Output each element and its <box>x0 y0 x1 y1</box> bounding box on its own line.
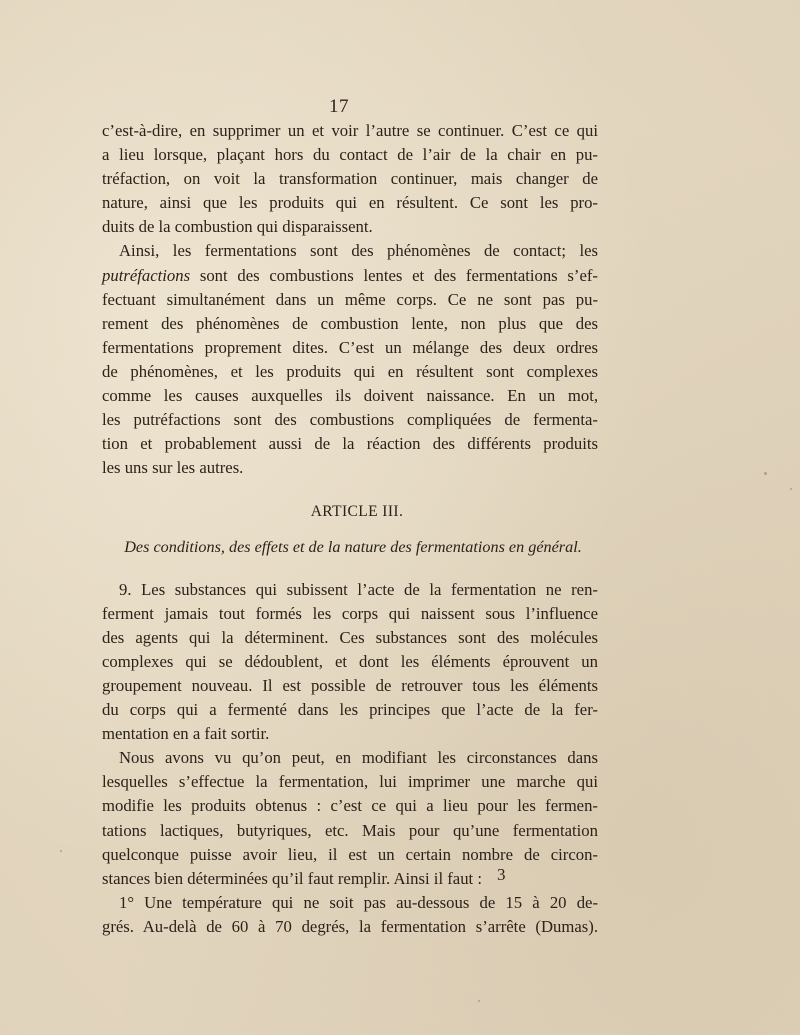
text-line: les putréfactions sont des combustions compliquées de fermenta- <box>102 410 598 430</box>
text-line: des agents qui la déterminent. Ces substances sont des molécules <box>102 627 598 647</box>
text-fragment: sont des combustions lentes et des fermentations s’ef- <box>190 265 598 285</box>
text-line: grés. Au-delà de 60 à 70 degrés, la fermentation s’arrête (Dumas). <box>102 916 598 936</box>
text-line: fectuant simultanément dans un même corps. Ce ne sont pas pu- <box>102 289 598 309</box>
paper-speck <box>764 472 767 475</box>
text-line: du corps qui a fermenté dans les principes que l’acte de la fer- <box>102 700 598 720</box>
text-line: tations lactiques, butyriques, etc. Mais pour qu’une fermentation <box>102 820 598 840</box>
text-line: stances bien déterminées qu’il faut remplir. Ainsi il faut : <box>102 868 483 888</box>
text-line: Ainsi, les fermentations sont des phénomènes de contact; les <box>119 241 598 261</box>
text-line: mentation en a fait sortir. <box>102 724 270 744</box>
text-line: de phénomènes, et les produits qui en résultent sont complexes <box>102 361 598 381</box>
paragraph-continuation <box>102 119 598 239</box>
text-line: comme les causes auxquelles ils doivent naissance. En un mot, <box>102 386 598 406</box>
paper-speck <box>790 488 792 490</box>
text-line: tréfaction, on voit la transformation continuer, mais changer de <box>102 169 598 189</box>
text-line: a lieu lorsque, plaçant hors du contact de l’air de la chair en pu- <box>102 145 598 165</box>
page-number: 17 <box>329 96 349 117</box>
text-line: c’est-à-dire, en supprimer un et voir l’autre se continuer. C’est ce qui <box>102 121 598 140</box>
paper-speck <box>60 850 62 852</box>
text-line: complexes qui se dédoublent, et dont les éléments éprouvent un <box>102 651 598 671</box>
body-text <box>102 119 598 939</box>
text-line: rement des phénomènes de combustion lente, non plus que des <box>102 313 598 333</box>
text-line: tion et probablement aussi de la réaction des différents produits <box>102 434 598 454</box>
text-line: Nous avons vu qu’on peut, en modifiant les circonstances dans <box>119 748 598 768</box>
text-line: 9. Les substances qui subissent l’acte de la fermentation ne ren- <box>119 579 598 599</box>
paragraph-9 <box>102 578 598 747</box>
article-heading: ARTICLE III. <box>310 503 404 521</box>
text-line: modifie les produits obtenus : c’est ce qui a lieu pour les fermen- <box>102 796 598 816</box>
text-line: ferment jamais tout formés les corps qui naissent sous l’influence <box>102 603 598 623</box>
paragraph-conditions <box>102 746 598 891</box>
text-line: duits de la combustion qui disparaissent. <box>102 217 373 237</box>
paragraph-putrefactions <box>102 239 598 480</box>
text-line-mixed <box>102 264 598 288</box>
text-line: nature, ainsi que les produits qui en résultent. Ce sont les pro- <box>102 193 598 213</box>
text-line: les uns sur les autres. <box>102 458 244 478</box>
paper-speck <box>478 1000 480 1002</box>
signature-mark: 3 <box>497 865 506 884</box>
text-line: groupement nouveau. Il est possible de retrouver tous les éléments <box>102 675 598 695</box>
paragraph-temperature <box>102 891 598 939</box>
italic-term: putréfactions <box>102 265 191 285</box>
text-line: fermentations proprement dites. C’est un mélange des deux ordres <box>102 337 598 357</box>
text-line: quelconque puisse avoir lieu, il est un certain nombre de circon- <box>102 844 598 864</box>
article-subtitle: Des conditions, des effets et de la nature des fermentations en général. <box>124 537 582 556</box>
text-line: lesquelles s’effectue la fermentation, lui imprimer une marche qui <box>102 772 598 792</box>
text-line: 1° Une température qui ne soit pas au-dessous de 15 à 20 de- <box>119 892 598 912</box>
